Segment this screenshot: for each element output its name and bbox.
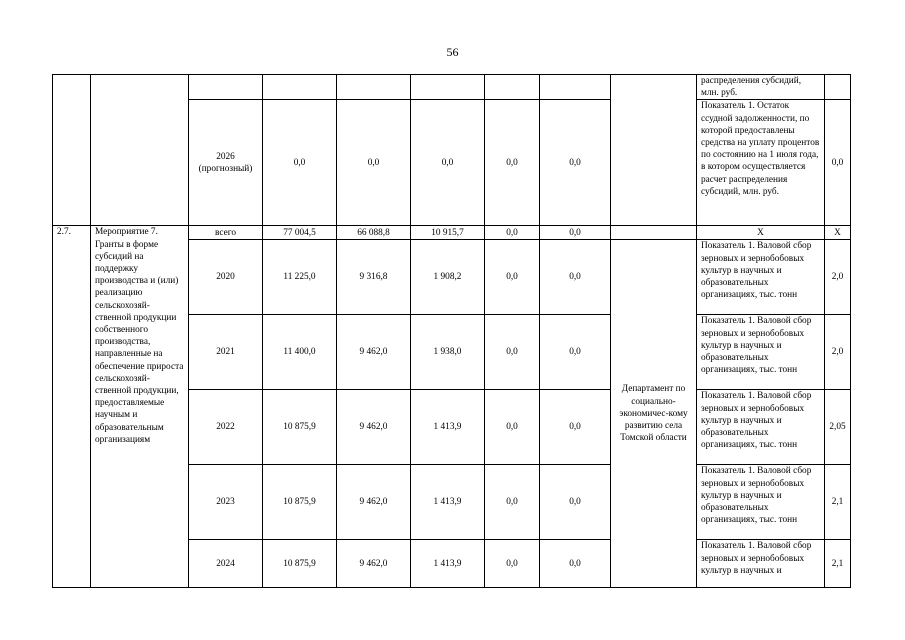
indicator-cell: Показатель 1. Остаток ссудной задолженности, по которой предоставлены средства на уплату процентов по состоянию на 1 июля года, в котором осуществляется расчет распределения субсидий, млн. руб. (697, 100, 825, 226)
measure-name: Мероприятие 7. Гранты в форме субсидий на поддержку производства и (или) реализацию сельскохозяй-ственной продукции собственного производства, направленные на обеспечение прироста сельскохозяй-ственной продукции, предоставляемые научным и образовательным организациям (91, 226, 189, 588)
regional-cell: 1 908,2 (411, 240, 485, 315)
continued-row (53, 75, 851, 100)
local-cell: 0,0 (485, 240, 540, 315)
table-row-total (53, 226, 851, 240)
indicator-cell: Показатель 1. Валовой сбор зерновых и зернобобовых культур в научных и образовательных организациях, тыс. тонн (697, 465, 825, 540)
year-cell: 2020 (189, 240, 263, 315)
local-cell: 0,0 (485, 100, 540, 226)
federal-cell: 9 462,0 (337, 540, 411, 588)
local-cell: 0,0 (485, 465, 540, 540)
indicator-cell: Показатель 1. Валовой сбор зерновых и зернобобовых культур в научных и образовательных организациях, тыс. тонн (697, 315, 825, 390)
year-cell: 2026 (прогнозный) (189, 100, 263, 226)
indicator-value-cell: 0,0 (825, 100, 851, 226)
extra-cell: 0,0 (540, 465, 611, 540)
extra-cell: 0,0 (540, 390, 611, 465)
year-cell: 2022 (189, 390, 263, 465)
federal-cell: 0,0 (337, 100, 411, 226)
regional-cell: 0,0 (411, 100, 485, 226)
indicator-cell: Показатель 1. Валовой сбор зерновых и зернобобовых культур в научных и образовательных организациях, тыс. тонн (697, 390, 825, 465)
total-cell: 77 004,5 (263, 226, 337, 240)
regional-cell: 1 413,9 (411, 540, 485, 588)
year-cell: 2023 (189, 465, 263, 540)
executor-cell-empty (611, 75, 697, 226)
indicator-value-cell: X (825, 226, 851, 240)
extra-cell: 0,0 (540, 540, 611, 588)
total-cell: 10 875,9 (263, 390, 337, 465)
federal-cell: 9 462,0 (337, 315, 411, 390)
indicator-value-cell: 2,1 (825, 465, 851, 540)
extra-cell: 0,0 (540, 240, 611, 315)
indicator-cell: распределения субсидий, млн. руб. (697, 75, 825, 100)
page-number: 56 (446, 45, 459, 59)
indicator-cell: X (697, 226, 825, 240)
local-cell: 0,0 (485, 540, 540, 588)
executor-cell-blank (611, 226, 697, 240)
year-cell: 2024 (189, 540, 263, 588)
year-cell: всего (189, 226, 263, 240)
extra-cell: 0,0 (540, 100, 611, 226)
federal-cell: 66 088,8 (337, 226, 411, 240)
indicator-value-cell: 2,1 (825, 540, 851, 588)
total-cell: 0,0 (263, 100, 337, 226)
local-cell: 0,0 (485, 390, 540, 465)
executor-cell: Департамент по социально-экономичес-кому развитию села Томской области (611, 240, 697, 588)
regional-cell: 10 915,7 (411, 226, 485, 240)
federal-cell: 9 462,0 (337, 390, 411, 465)
extra-cell: 0,0 (540, 315, 611, 390)
extra-cell: 0,0 (540, 226, 611, 240)
regional-cell: 1 413,9 (411, 390, 485, 465)
year-cell: 2021 (189, 315, 263, 390)
name-cell-empty (91, 75, 189, 226)
total-cell: 11 225,0 (263, 240, 337, 315)
local-cell: 0,0 (485, 226, 540, 240)
indicator-cell: Показатель 1. Валовой сбор зерновых и зернобобовых культур в научных и (697, 540, 825, 588)
local-cell: 0,0 (485, 315, 540, 390)
number-cell-empty (53, 75, 91, 226)
federal-cell: 9 462,0 (337, 465, 411, 540)
total-cell: 11 400,0 (263, 315, 337, 390)
regional-cell: 1 938,0 (411, 315, 485, 390)
regional-cell: 1 413,9 (411, 465, 485, 540)
program-table (52, 74, 851, 588)
indicator-value-cell: 2,0 (825, 315, 851, 390)
federal-cell: 9 316,8 (337, 240, 411, 315)
indicator-cell: Показатель 1. Валовой сбор зерновых и зернобобовых культур в научных и образовательных организациях, тыс. тонн (697, 240, 825, 315)
total-cell: 10 875,9 (263, 540, 337, 588)
total-cell: 10 875,9 (263, 465, 337, 540)
indicator-value-cell: 2,0 (825, 240, 851, 315)
measure-number: 2.7. (53, 226, 91, 588)
indicator-value-cell: 2,05 (825, 390, 851, 465)
